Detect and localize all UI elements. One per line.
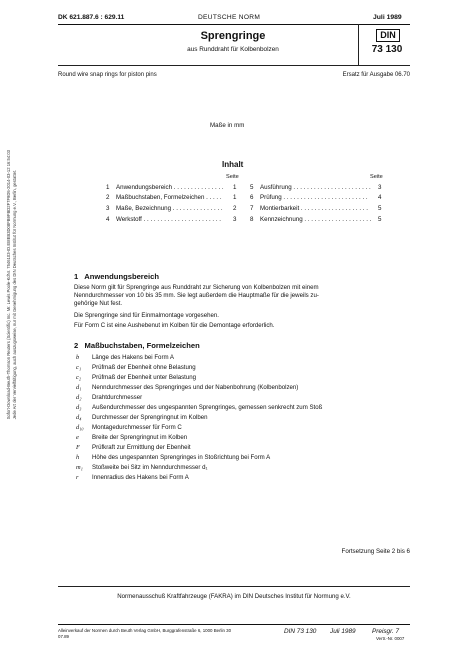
- toc-title: Inhalt: [222, 160, 244, 169]
- toc-entry-1[interactable]: [106, 184, 224, 191]
- toc-entry-page: 5: [378, 216, 382, 223]
- symbol: d₄: [76, 414, 82, 421]
- symbol: h: [76, 454, 80, 461]
- section-2-heading: 2 Maßbuchstaben, Formelzeichen: [74, 341, 200, 350]
- din-logo: [376, 29, 400, 42]
- symbol: d₃: [76, 404, 82, 411]
- side-note-line-2: Jede Art der Vervielfältigung, auch auszugsweise, nur mit Genehmigung des DIN Deutsches Institut für Normung e.V., Berlin, gestattet.: [12, 169, 17, 420]
- units-note: Maße in mm: [210, 122, 245, 129]
- toc-entry-text: Maßbuchstaben, Formelzeichen . . . . .: [116, 194, 222, 201]
- toc-entry-page: 5: [378, 205, 382, 212]
- toc-entry-page: 2: [233, 205, 237, 212]
- footer-publisher-line-2: 07.89: [58, 634, 69, 639]
- document-title: Sprengringe: [200, 30, 266, 42]
- toc-entry-3[interactable]: [106, 205, 223, 212]
- toc-entry-num: 5: [250, 184, 254, 191]
- committee-top-rule: [58, 586, 410, 587]
- toc-entry-page: 1: [233, 184, 237, 191]
- symbol: c₁: [76, 364, 82, 371]
- symbol-description: Prüfmaß der Ebenheit ohne Belastung: [92, 364, 196, 371]
- section-1-line: Diese Norm gilt für Sprengringe aus Runddraht zur Sicherung von Kolbenbolzen mit einem: [74, 284, 319, 291]
- din-logo-text: DIN: [380, 30, 396, 40]
- symbol: r: [76, 474, 79, 481]
- symbol: d₁: [76, 384, 82, 391]
- toc-entry-text: Anwendungsbereich . . . . . . . . . . . . . . .: [116, 184, 224, 191]
- symbol: e: [76, 434, 79, 441]
- toc-entry-page: 3: [233, 216, 237, 223]
- header-bottom-rule: [58, 65, 410, 66]
- toc-page-label-right: Seite: [370, 174, 383, 180]
- section-1-line: gehörige Nut fest.: [74, 300, 123, 308]
- document-subtitle: aus Runddraht für Kolbenbolzen: [187, 46, 279, 53]
- symbol-description: Nenndurchmesser des Sprengringes und der Nabenbohrung (Kolbenbolzen): [92, 384, 299, 391]
- toc-entry-num: 4: [106, 216, 110, 223]
- toc-entry-8[interactable]: [250, 216, 371, 223]
- symbol-description: Durchmesser der Sprengringnut im Kolben: [92, 414, 208, 421]
- section-1-paragraph-3: Für Form C ist eine Aushebenut im Kolben für die Demontage erforderlich.: [74, 322, 275, 329]
- toc-entry-text: Ausführung . . . . . . . . . . . . . . . . . . . . . . .: [260, 184, 371, 191]
- side-note-line-1: Sofort-Download-Beuth-Thomson Reuters (Scientific) Inc. Mr. Lewis Poole-KdNr. 7546103-ID.EI8EB3D08FB9FBD2F7F9D5-2014-03-12 16:54:03: [6, 150, 11, 420]
- committee-note: Normenausschuß Kraftfahrzeuge (FAKRA) im DIN Deutsches Institut für Normung e.V.: [117, 593, 351, 600]
- symbol-description: Prüfkraft zur Ermittlung der Ebenheit: [92, 444, 191, 451]
- symbol: d₁₀: [76, 424, 84, 431]
- toc-entry-page: 1: [233, 194, 237, 201]
- side-margin-note: [6, 150, 18, 620]
- issue-date: Juli 1989: [373, 14, 402, 21]
- english-title: Round wire snap rings for piston pins: [58, 72, 157, 78]
- footer-top-rule: [58, 624, 410, 625]
- section-1-paragraph-1: [74, 284, 408, 309]
- section-1-heading: 1 Anwendungsbereich: [74, 272, 159, 281]
- symbol-description: Stoßweite bei Sitz im Nenndurchmesser d₁: [92, 464, 208, 471]
- footer-date: Juli 1989: [330, 628, 356, 635]
- symbol-description: Innenradius des Hakens bei Form A: [92, 474, 189, 481]
- footer-vertr-number: Vertr.-Nr. 0007: [376, 636, 405, 641]
- section-1-line: Nenndurchmesser von 10 bis 35 mm. Sie legt außerdem die Hauptmaße für die jeweils zu-: [74, 292, 319, 300]
- toc-entry-5[interactable]: [250, 184, 371, 191]
- toc-entry-page: 3: [378, 184, 382, 191]
- symbol-description: Drahtdurchmesser: [92, 394, 143, 401]
- symbol-description: Breite der Sprengringnut im Kolben: [92, 434, 188, 441]
- replaces-edition: Ersatz für Ausgabe 06.70: [342, 72, 410, 78]
- symbol-description: Außendurchmesser des ungespannten Sprengringes, gemessen senkrecht zum Stoß: [92, 404, 323, 411]
- din-number: 73 130: [371, 44, 403, 55]
- dk-classification: DK 621.887.6 : 629.11: [58, 14, 125, 21]
- toc-entry-num: 6: [250, 194, 254, 201]
- section-1-paragraph-2: Die Sprengringe sind für Einmalmontage vorgesehen.: [74, 312, 219, 319]
- toc-entry-text: Maße, Bezeichnung . . . . . . . . . . . . . . .: [116, 205, 223, 212]
- footer-publisher: [58, 628, 231, 640]
- symbol: m₁: [76, 464, 83, 471]
- toc-entry-num: 8: [250, 216, 254, 223]
- continuation-note: Fortsetzung Seite 2 bis 6: [341, 548, 410, 555]
- footer-din-ref: DIN 73 130: [284, 628, 317, 635]
- toc-entry-num: 3: [106, 205, 110, 212]
- toc-entry-num: 2: [106, 194, 110, 201]
- toc-entry-4[interactable]: [106, 216, 221, 223]
- symbol: F: [76, 444, 80, 451]
- side-note-text: [6, 150, 18, 419]
- symbol-description: Montagedurchmesser für Form C: [92, 424, 182, 431]
- header-divider: [358, 24, 359, 65]
- deutsche-norm-label: DEUTSCHE NORM: [198, 14, 261, 21]
- toc-entry-7[interactable]: [250, 205, 368, 212]
- toc-entry-text: Montierbarkeit . . . . . . . . . . . . . . . . . . . .: [260, 205, 368, 212]
- symbol: b: [76, 354, 80, 361]
- toc-entry-6[interactable]: [250, 194, 368, 201]
- symbol-description: Prüfmaß der Ebenheit unter Belastung: [92, 374, 196, 381]
- toc-entry-text: Kennzeichnung . . . . . . . . . . . . . . . . . . . .: [260, 216, 372, 223]
- toc-entry-2[interactable]: [106, 194, 222, 201]
- toc-entry-text: Werkstoff . . . . . . . . . . . . . . . . . . . . . . .: [116, 216, 221, 223]
- footer-publisher-line-1: Alleinverkauf der Normen durch Beuth Verlag GmbH, Burggrafenstraße 6, 1000 Berlin 30: [58, 628, 232, 633]
- symbol: d₂: [76, 394, 82, 401]
- toc-entry-text: Prüfung . . . . . . . . . . . . . . . . . . . . . . . . .: [260, 194, 368, 201]
- toc-entry-page: 4: [378, 194, 382, 201]
- toc-page-label-left: Seite: [226, 174, 239, 180]
- symbol-description: Länge des Hakens bei Form A: [92, 354, 174, 361]
- symbol: c₂: [76, 374, 82, 381]
- toc-entry-num: 7: [250, 205, 254, 212]
- toc-entry-num: 1: [106, 184, 110, 191]
- footer-price-group: Preisgr. 7: [372, 628, 400, 635]
- symbol-description: Höhe des ungespannten Sprengringes in Stoßrichtung bei Form A: [92, 454, 271, 461]
